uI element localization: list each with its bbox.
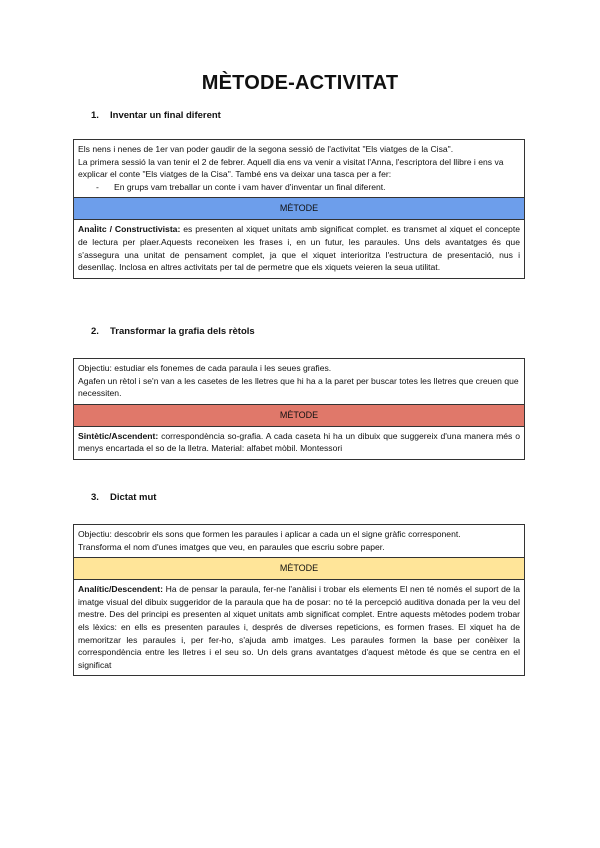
section-heading-2 (91, 326, 255, 337)
bullet-item (78, 181, 520, 194)
activity-description (74, 359, 524, 404)
method-text: correspondència so-grafia. A cada caseta hi ha un dibuix que suggereix d'una manera més o menys encartada el so de la lletra. Material: alfabet mòbil. Montessori (78, 430, 520, 454)
description-line: Transforma el nom d'unes imatges que veu, en paraules que escriu sobre paper. (78, 541, 385, 552)
description-line: Agafen un rètol i se'n van a les casetes de les lletres que hi ha a la paret per buscar totes les lletres que creuen que necessiten. (78, 375, 519, 399)
bullet-dash: - (96, 181, 99, 192)
method-header: MÈTODE (74, 557, 524, 580)
section-number: 1. (91, 110, 99, 121)
section-title: Inventar un final diferent (110, 110, 221, 121)
method-name: Sintètic/Ascendent: (78, 430, 159, 441)
page-title: MÈTODE-ACTIVITAT (201, 72, 399, 94)
method-header: MÈTODE (74, 404, 524, 427)
method-header: MÈTODE (74, 197, 524, 220)
section-heading-1 (91, 110, 221, 121)
method-name: Anal̀itc / Constructivista: (78, 224, 181, 235)
method-description (74, 580, 524, 675)
method-name: Analític/Descendent: (78, 584, 164, 595)
section-title: Dictat mut (110, 492, 157, 503)
section-number: 2. (91, 326, 99, 337)
description-line: Els nens i nenes de 1er van poder gaudir de la segona sessió de l'activitat "Els viatges de la Cisa". (78, 144, 454, 154)
method-text: Ha de pensar la paraula, fer-ne l'anàlisi i trobar els elements El nen té només el suport de la imatge visual del dibuix suggeridor de la paraula que ha de posar: no té la percepció auditiva donada per la veu del mestre. Des del principi es presenten al xiquet unitats amb significat complet. Entre aquests mètodes podem trobar els lèxics: en ells es presenten paraules i, després de diverses repeticions, es formen frases. El xiquet ha de memoritzar les paraules i, per fer-ho, s'ajuda amb imatges. Les paraules formen la base per conèixer la correspondència entre les lletres i el seu so. Un dels grans avantatges d'aquest mètode és que se centra en el significat (78, 584, 520, 670)
method-description (74, 220, 524, 277)
section-title: Transformar la grafia dels rètols (110, 326, 255, 337)
activity-description (74, 140, 524, 197)
activity-table-3 (73, 524, 525, 676)
method-description (74, 427, 524, 459)
description-line: La primera sessió la van tenir el 2 de febrer. Aquell dia ens va venir a visitat l'Anna, l'escriptora del llibre i ens va explicar el conte "Els viatges de la Cisa". També ens va deixar una tasca per a fer: (78, 156, 504, 180)
method-text: es presenten al xiquet unitats amb significat complet. es transmet al xiquet el concepte de lectura per plaer.Aquests reconeixen les frases i, en un futur, les paraules. Uns dels avantatges és que s'assegura una unitat de pensament complet, ja que el xiquet interioritza l'estructura de presentació, nus i desenllaç. Inclosa en altres activitats per tal de permetre que els xiquets veieren la seua utilitat. (78, 224, 521, 273)
activity-table-1 (73, 139, 525, 279)
bullet-text: En grups vam treballar un conte i vam haver d'inventar un final diferent. (114, 181, 386, 192)
section-number: 3. (91, 492, 99, 503)
description-line: Objectiu: descobrir els sons que formen les paraules i aplicar a cada un el signe gràfic corresponent. (78, 529, 461, 539)
activity-table-2 (73, 358, 525, 460)
section-heading-3 (91, 492, 156, 503)
description-line: Objectiu: estudiar els fonemes de cada paraula i les seues grafies. (78, 363, 332, 373)
activity-description (74, 525, 524, 557)
